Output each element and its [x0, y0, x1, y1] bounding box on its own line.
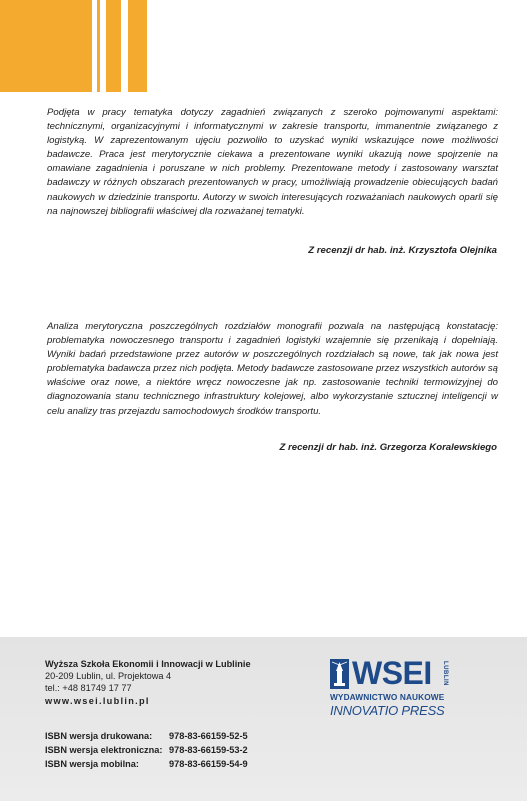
review-attribution-2: Z recenzji dr hab. inż. Grzegorza Koralewskiego — [279, 442, 497, 453]
publisher-name: Wyższa Szkoła Ekonomii i Innowacji w Lublinie — [45, 659, 251, 669]
isbn-value: 978-83-66159-53-2 — [169, 744, 248, 755]
isbn-label: ISBN wersja mobilna: — [45, 758, 139, 769]
publisher-website[interactable]: www.wsei.lublin.pl — [45, 696, 150, 707]
stripe — [97, 0, 100, 92]
stripe — [106, 0, 121, 92]
isbn-list — [45, 730, 248, 771]
logo-top — [330, 655, 450, 691]
stripe — [0, 0, 92, 92]
review-text-2: Analiza merytoryczna poszczególnych rozdziałów monografii pozwala na następującą konstatację: problematyka nowoczesnego transportu i zagadnień logistyki wzajemnie się przenikają i dopełniają. Wyniki badań przedstawione przez autorów w poszczególnych rozdziałach są nowe, tak jak nowa jest problematyka badawcza przez nich podjęta. Metody badawcze zastosowane przez wszystkich autorów są właściwe oraz nowe, a niektóre wręcz nowoczesne jak np. zastosowanie techniki termowizyjnej do diagnozowania stanu technicznego infrastruktury kolejowej, albo wykorzystanie sztucznej inteligencji w celu analizy tras przejazdu samochodowych środków transportu. — [47, 321, 498, 417]
publisher-info — [45, 659, 251, 708]
logo-press-name: INNOVATIO PRESS — [330, 703, 445, 718]
review-attribution-1: Z recenzji dr hab. inż. Krzysztofa Olejnika — [308, 245, 497, 256]
isbn-row — [45, 758, 248, 772]
isbn-row — [45, 730, 248, 744]
isbn-label: ISBN wersja elektroniczna: — [45, 744, 163, 755]
footer — [0, 637, 527, 801]
lighthouse-icon — [330, 659, 349, 689]
logo-subtitle: WYDAWNICTWO NAUKOWE — [330, 692, 445, 702]
stripe — [128, 0, 147, 92]
publisher-phone: tel.: +48 81749 17 77 — [45, 682, 132, 693]
isbn-value: 978-83-66159-52-5 — [169, 731, 248, 741]
logo-brand: WSEI — [352, 655, 432, 691]
wsei-logo — [330, 655, 450, 723]
review-text-1: Podjęta w pracy tematyka dotyczy zagadnień związanych z szeroko pojmowanymi aspektami: technicznymi, organizacyjnymi i informatycznymi w zakresie transportu, immanentnie związanego z logistyką. W zaprezentowanym ujęciu pozwoliło to uzyskać wyniki wskazujące nowe możliwości badawcze. Praca jest merytorycznie ciekawa a prezentowane wyniki ukazują nowe spojrzenie na omawiane zagadnienia i poruszane w nich problemy. Prezentowane metody i zastosowany warsztat badawczy w różnych obszarach prezentowanych w pracy, umożliwiają prowadzenie obiecujących badań naukowych w dziedzinie transportu. Autorzy w swoich interesujących rozważaniach naukowych oparli się na najnowszej bibliografii właściwej dla rozważanej tematyki. — [47, 107, 498, 217]
isbn-row — [45, 744, 248, 758]
isbn-value: 978-83-66159-54-9 — [169, 758, 248, 769]
decorative-stripes — [0, 0, 150, 92]
logo-side-text: LUBLIN — [442, 661, 448, 686]
publisher-address: 20-209 Lublin, ul. Projektowa 4 — [45, 670, 172, 681]
isbn-label: ISBN wersja drukowana: — [45, 731, 153, 741]
